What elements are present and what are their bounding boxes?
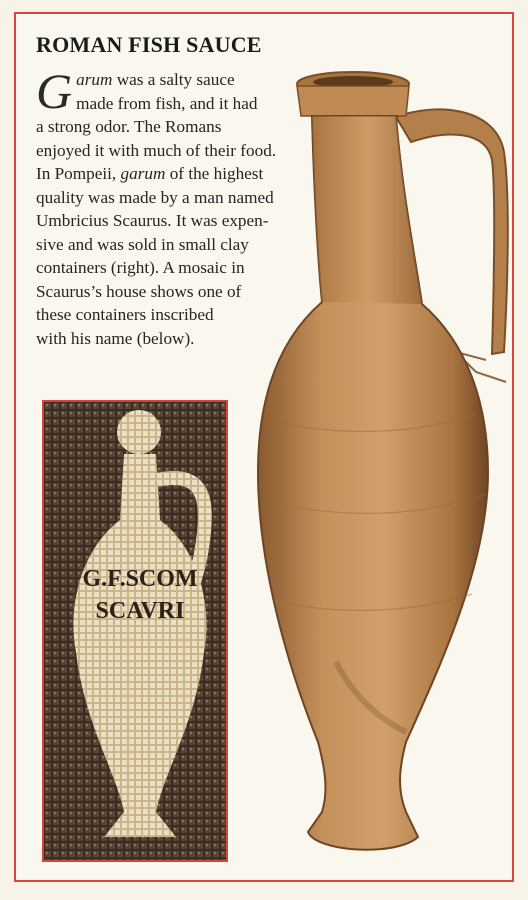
body-line-1-rest: was a salty sauce xyxy=(112,70,235,89)
mosaic-image xyxy=(42,400,228,862)
mosaic-inscription-1: G.F.SCOM xyxy=(82,566,198,592)
jar-body xyxy=(258,72,488,850)
mosaic-inscription-2: SCAVRI xyxy=(95,598,185,624)
body-line-11: these containers inscribed xyxy=(36,305,214,324)
body-line-9: containers (right). A mosaic in xyxy=(36,258,245,277)
body-line-4: enjoyed it with much of their food. xyxy=(36,140,277,160)
terracotta-jar-photo xyxy=(246,42,516,862)
body-line-12: with his name (below). xyxy=(36,328,195,348)
body-line-6: quality was made by a man named xyxy=(36,187,274,207)
body-line-5-start: In Pompeii, xyxy=(36,164,121,183)
body-line-7: Umbricius Scaurus. It was expen- xyxy=(36,211,269,230)
body-line-2: made from fish, and it had xyxy=(76,93,258,113)
body-term-garum: arum xyxy=(76,70,113,89)
mosaic-artwork xyxy=(44,402,226,860)
body-term-garum-2: garum xyxy=(120,164,166,183)
body-line-8: sive and was sold in small clay xyxy=(36,234,249,254)
body-line-5-end: of the highest xyxy=(165,164,264,183)
page-frame xyxy=(14,12,514,882)
body-line-3: a strong odor. The Romans xyxy=(36,117,222,136)
body-line-10: Scaurus’s house shows one of xyxy=(36,281,242,301)
article-title: ROMAN FISH SAUCE xyxy=(36,32,262,57)
drop-cap: G xyxy=(36,63,73,119)
